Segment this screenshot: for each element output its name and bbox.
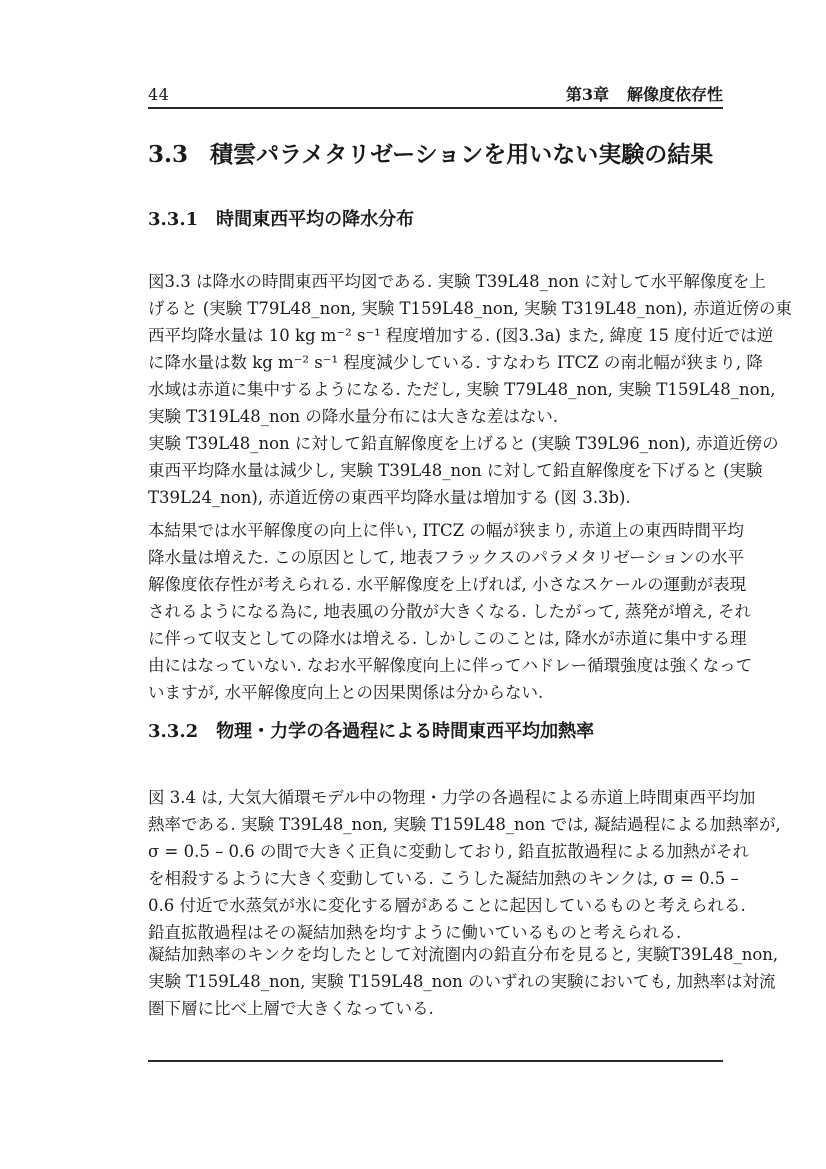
footer-rule (148, 1060, 723, 1062)
text-line: 図 3.4 は, 大気大循環モデル中の物理・力学の各過程による赤道上時間東西平均加 (148, 788, 756, 807)
text-line: 凝結加熱率のキンクを均したとして対流圏内の鉛直分布を見ると, 実験T39L48_non, (148, 945, 779, 964)
text-line: 本結果では水平解像度の向上に伴い, ITCZ の幅が狭まり, 赤道上の東西時間平均 (148, 521, 744, 540)
header-rule (148, 107, 723, 109)
paragraph-precipitation-3 (148, 517, 753, 706)
chapter-running-title (566, 86, 723, 104)
text-line: 図3.3 は降水の時間東西平均図である. 実験 T39L48_non に対して水平解像度を上 (148, 272, 766, 291)
text-line: 圏下層に比べ上層で大きくなっている. (148, 999, 434, 1018)
text-line: σ = 0.5 – 0.6 の間で大きく正負に変動しており, 鉛直拡散過程による加熱がそれ (148, 842, 750, 861)
text-line: 水域は赤道に集中するようになる. ただし, 実験 T79L48_non, 実験 T159L48_non, (148, 380, 776, 399)
text-line: げると (実験 T79L48_non, 実験 T159L48_non, 実験 T319L48_non), 赤道近傍の東 (148, 299, 792, 318)
text-line: 0.6 付近で水蒸気が氷に変化する層があることに起因しているものと考えられる. (148, 896, 746, 915)
text-line: T39L24_non), 赤道近傍の東西平均降水量は増加する (図 3.3b). (148, 488, 631, 507)
text-line: 解像度依存性が考えられる. 水平解像度を上げれば, 小さなスケールの運動が表現 (148, 575, 747, 594)
text-line: 実験 T159L48_non, 実験 T159L48_non のいずれの実験においても, 加熱率は対流 (148, 972, 776, 991)
section-number: 3.3 (148, 141, 189, 168)
text-line: 西平均降水量は 10 kg m⁻² s⁻¹ 程度増加する. (図3.3a) また, 緯度 15 度付近では逆 (148, 326, 774, 345)
text-line: 鉛直拡散過程はその凝結加熱を均すように働いているものと考えられる. (148, 923, 682, 942)
paragraph-precipitation-2 (148, 430, 779, 511)
paragraph-heating-2 (148, 941, 779, 1022)
text-line: いますが, 水平解像度向上との因果関係は分からない. (148, 683, 544, 702)
section-heading (148, 140, 748, 170)
chapter-title: 解像度依存性 (626, 85, 723, 104)
subsection-heading-3-3-2 (148, 720, 748, 744)
text-line: に伴って収支としての降水は増える. しかしこのことは, 降水が赤道に集中する理 (148, 629, 747, 648)
page-number: 44 (148, 85, 170, 104)
paragraph-precipitation-1 (148, 268, 792, 430)
section-title: 積雲パラメタリゼーションを用いない実験の結果 (210, 141, 714, 168)
subsection-heading-3-3-1 (148, 208, 748, 232)
text-line: 実験 T39L48_non に対して鉛直解像度を上げると (実験 T39L96_non), 赤道近傍の (148, 434, 779, 453)
paragraph-heating-1 (148, 784, 781, 946)
subsection-title: 物理・力学の各過程による時間東西平均加熱率 (216, 721, 595, 742)
text-line: 由にはなっていない. なお水平解像度向上に伴ってハドレー循環強度は強くなって (148, 656, 753, 675)
subsection-number: 3.3.1 (148, 209, 199, 230)
text-line: 降水量は増えた. この原因として, 地表フラックスのパラメタリゼーションの水平 (148, 548, 745, 567)
running-header (148, 86, 723, 104)
chapter-label: 第3章 (565, 85, 609, 104)
text-line: されるようになる為に, 地表風の分散が大きくなる. したがって, 蒸発が増え, それ (148, 602, 751, 621)
subsection-number: 3.3.2 (148, 721, 199, 742)
text-line: を相殺するように大きく変動している. こうした凝結加熱のキンクは, σ = 0.5 – (148, 869, 739, 888)
text-line: 実験 T319L48_non の降水量分布には大きな差はない. (148, 407, 559, 426)
subsection-title: 時間東西平均の降水分布 (216, 209, 415, 230)
text-line: 熱率である. 実験 T39L48_non, 実験 T159L48_non では, 凝結過程による加熱率が, (148, 815, 781, 834)
text-line: 東西平均降水量は減少し, 実験 T39L48_non に対して鉛直解像度を下げると (実験 (148, 461, 763, 480)
text-line: に降水量は数 kg m⁻² s⁻¹ 程度減少している. すなわち ITCZ の南北幅が狭まり, 降 (148, 353, 763, 372)
